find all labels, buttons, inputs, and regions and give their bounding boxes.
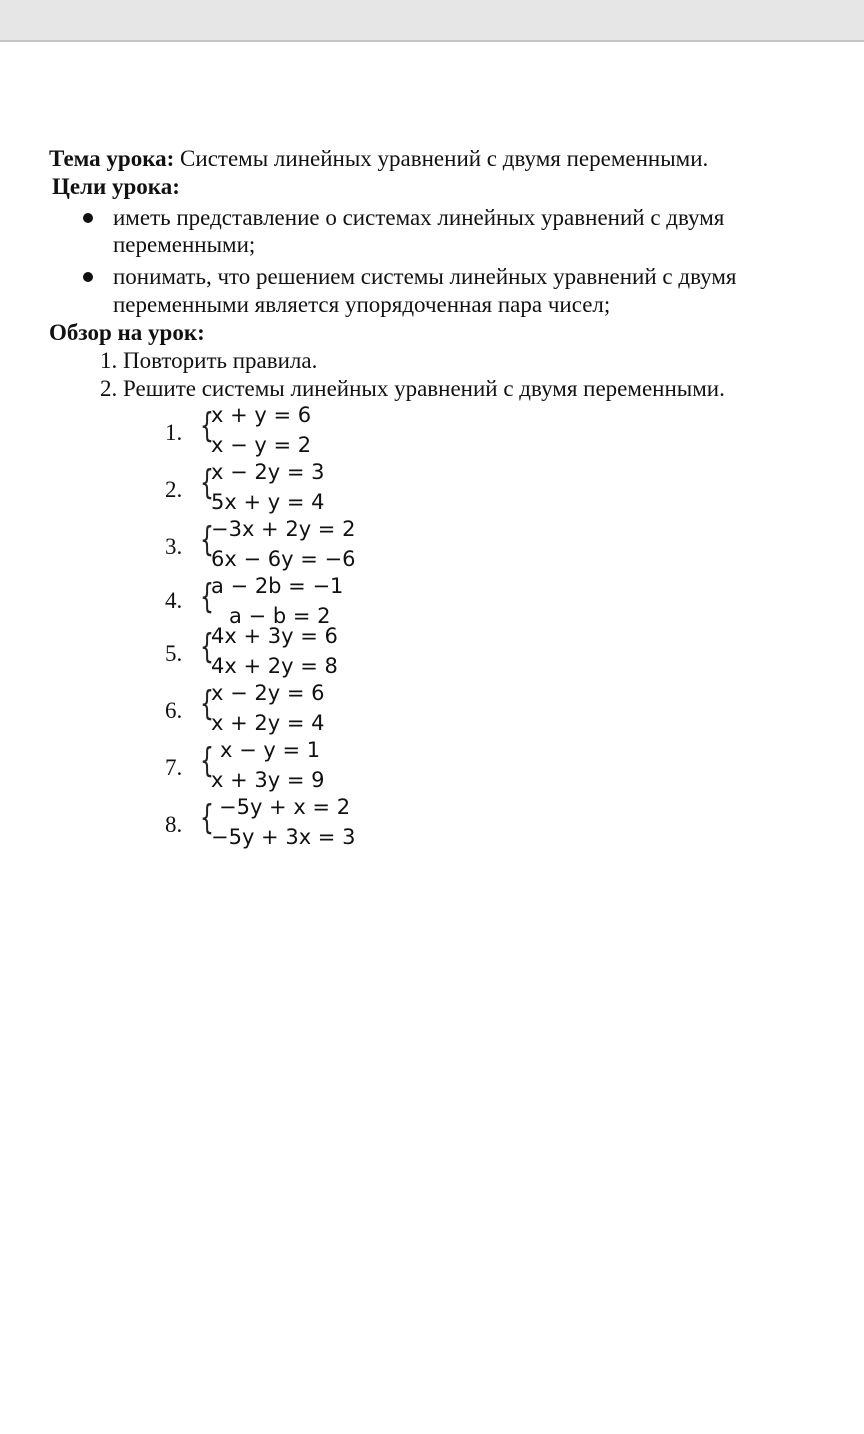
- brace-icon: {: [200, 628, 214, 668]
- system-6-eq1: x − 2y = 6: [211, 681, 325, 705]
- system-1-eq2: x − y = 2: [211, 433, 312, 457]
- system-4-eq2: a − b = 2: [229, 604, 331, 628]
- goal-item-1-line1: иметь представление о системах линейных уравнений с двумя: [113, 205, 725, 230]
- goal-item-2-line1: понимать, что решением системы линейных уравнений с двумя: [113, 264, 737, 289]
- system-number: 3.: [165, 534, 183, 559]
- brace-icon: {: [200, 799, 214, 839]
- goal-item-1-line2: переменными;: [113, 232, 256, 257]
- overview-step-1: 1. Повторить правила.: [100, 348, 318, 373]
- system-7-eq1: x − y = 1: [220, 738, 321, 762]
- brace-icon: {: [200, 578, 214, 618]
- system-4-eq1: a − 2b = −1: [211, 574, 344, 598]
- system-5-eq1: 4x + 3y = 6: [211, 624, 338, 648]
- topic-label: Тема урока:: [49, 146, 175, 171]
- system-number: 6.: [165, 698, 183, 723]
- brace-icon: {: [200, 407, 214, 447]
- topic-text: Системы линейных уравнений с двумя переменными.: [174, 146, 709, 171]
- system-number: 5.: [165, 641, 183, 666]
- bullet-icon: [83, 213, 93, 223]
- system-6-eq2: x + 2y = 4: [211, 711, 325, 735]
- overview-label: Обзор на урок:: [49, 320, 205, 345]
- topic-line: [49, 145, 708, 173]
- system-7-eq2: x + 3y = 9: [211, 768, 325, 792]
- brace-icon: {: [200, 464, 214, 504]
- system-8-eq1: −5y + x = 2: [219, 795, 351, 819]
- system-3-eq2: 6x − 6y = −6: [211, 547, 356, 571]
- system-8-eq2: −5y + 3x = 3: [211, 825, 356, 849]
- overview-step-2: 2. Решите системы линейных уравнений с двумя переменными.: [100, 376, 725, 401]
- system-number: 2.: [165, 477, 183, 502]
- goal-item-2-line2: переменными является упорядоченная пара чисел;: [113, 292, 611, 317]
- system-number: 4.: [165, 588, 183, 613]
- system-5-eq2: 4x + 2y = 8: [211, 654, 338, 678]
- system-number: 1.: [165, 420, 183, 445]
- goals-label: Цели урока:: [52, 174, 180, 199]
- brace-icon: {: [200, 685, 214, 725]
- system-2-eq2: 5x + y = 4: [211, 490, 325, 514]
- system-1-eq1: x + y = 6: [211, 403, 312, 427]
- brace-icon: {: [200, 521, 214, 561]
- viewer-top-bar: [0, 0, 864, 42]
- system-3-eq1: −3x + 2y = 2: [211, 517, 356, 541]
- brace-icon: {: [200, 742, 214, 782]
- system-2-eq1: x − 2y = 3: [211, 460, 325, 484]
- system-number: 7.: [165, 755, 183, 780]
- system-number: 8.: [165, 812, 183, 837]
- bullet-icon: [83, 272, 93, 282]
